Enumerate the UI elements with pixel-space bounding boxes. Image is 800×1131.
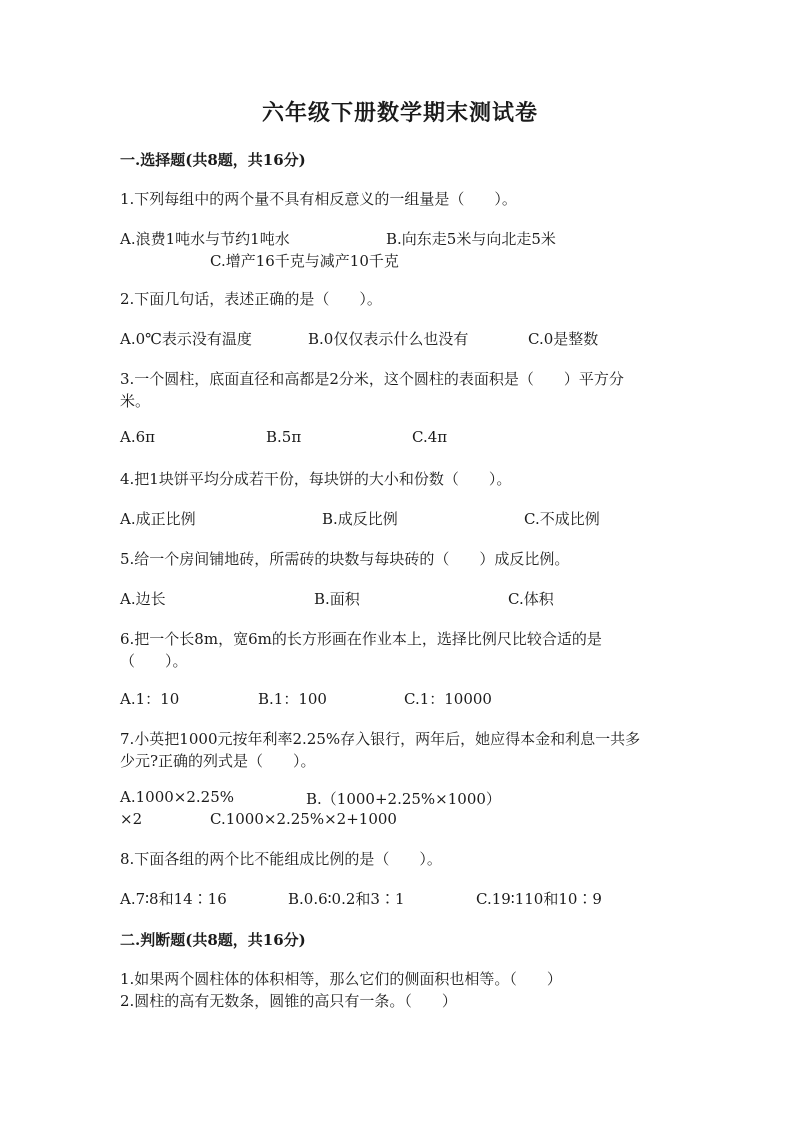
question-7-option-b-line1: B.（1000+2.25%×1000） (306, 790, 501, 808)
judgement-question-1: 1.如果两个圆柱体的体积相等，那么它们的侧面积也相等。（ ） (120, 970, 562, 988)
question-4-stem: 4.把1块饼平均分成若干份，每块饼的大小和份数（ ）。 (120, 470, 512, 488)
judgement-question-2: 2.圆柱的高有无数条，圆锥的高只有一条。（ ） (120, 992, 457, 1010)
question-2-option-b: B.0仅仅表示什么也没有 (308, 330, 469, 348)
page-title: 六年级下册数学期末测试卷 (261, 100, 538, 126)
question-2-option-a: A.0℃表示没有温度 (120, 330, 252, 348)
question-6-option-c: C.1：10000 (404, 690, 492, 708)
question-5-option-a: A.边长 (120, 590, 166, 608)
question-3-option-a: A.6π (120, 428, 156, 446)
question-6-option-a: A.1：10 (120, 690, 180, 708)
question-3-option-b: B.5π (266, 428, 302, 446)
question-2-option-c: C.0是整数 (528, 330, 599, 348)
question-8-option-a: A.7∶8和14∶16 (120, 890, 227, 908)
question-6-stem-line1: 6.把一个长8m，宽6m的长方形画在作业本上，选择比例尺比较合适的是 (120, 630, 602, 648)
question-7-option-a: A.1000×2.25% (120, 788, 234, 806)
question-8-option-b: B.0.6∶0.2和3∶1 (288, 890, 405, 908)
question-3-option-c: C.4π (412, 428, 448, 446)
question-1-option-a: A.浪费1吨水与节约1吨水 (120, 230, 290, 248)
question-5-option-c: C.体积 (508, 590, 554, 608)
question-5-stem: 5.给一个房间铺地砖，所需砖的块数与每块砖的（ ）成反比例。 (120, 550, 570, 568)
question-3-stem-line1: 3.一个圆柱，底面直径和高都是2分米，这个圆柱的表面积是（ ）平方分 (120, 370, 624, 388)
question-7-option-b-line2: ×2 (120, 810, 143, 828)
question-8-stem: 8.下面各组的两个比不能组成比例的是（ ）。 (120, 850, 442, 868)
question-5-option-b: B.面积 (314, 590, 360, 608)
question-3-stem-line2: 米。 (120, 392, 151, 410)
question-7-stem-line1: 7.小英把1000元按年利率2.25%存入银行，两年后，她应得本金和利息一共多 (120, 730, 641, 748)
question-1-option-b: B.向东走5米与向北走5米 (386, 230, 556, 248)
question-4-option-b: B.成反比例 (322, 510, 398, 528)
section-heading-choice: 一.选择题(共8题，共16分) (120, 151, 306, 169)
question-1-stem: 1.下列每组中的两个量不具有相反意义的一组量是（ ）。 (120, 190, 517, 208)
question-6-option-b: B.1：100 (258, 690, 327, 708)
question-2-stem: 2.下面几句话，表述正确的是（ ）。 (120, 290, 382, 308)
question-7-stem-line2: 少元?正确的列式是（ ）。 (120, 752, 316, 770)
question-6-stem-line2: （ ）。 (120, 652, 188, 670)
question-1-option-c: C.增产16千克与减产10千克 (210, 252, 399, 270)
section-heading-judgement: 二.判断题(共8题，共16分) (120, 931, 306, 949)
question-4-option-c: C.不成比例 (524, 510, 600, 528)
question-7-option-c: C.1000×2.25%×2+1000 (210, 810, 397, 828)
question-4-option-a: A.成正比例 (120, 510, 196, 528)
question-8-option-c: C.19∶110和10∶9 (476, 890, 602, 908)
